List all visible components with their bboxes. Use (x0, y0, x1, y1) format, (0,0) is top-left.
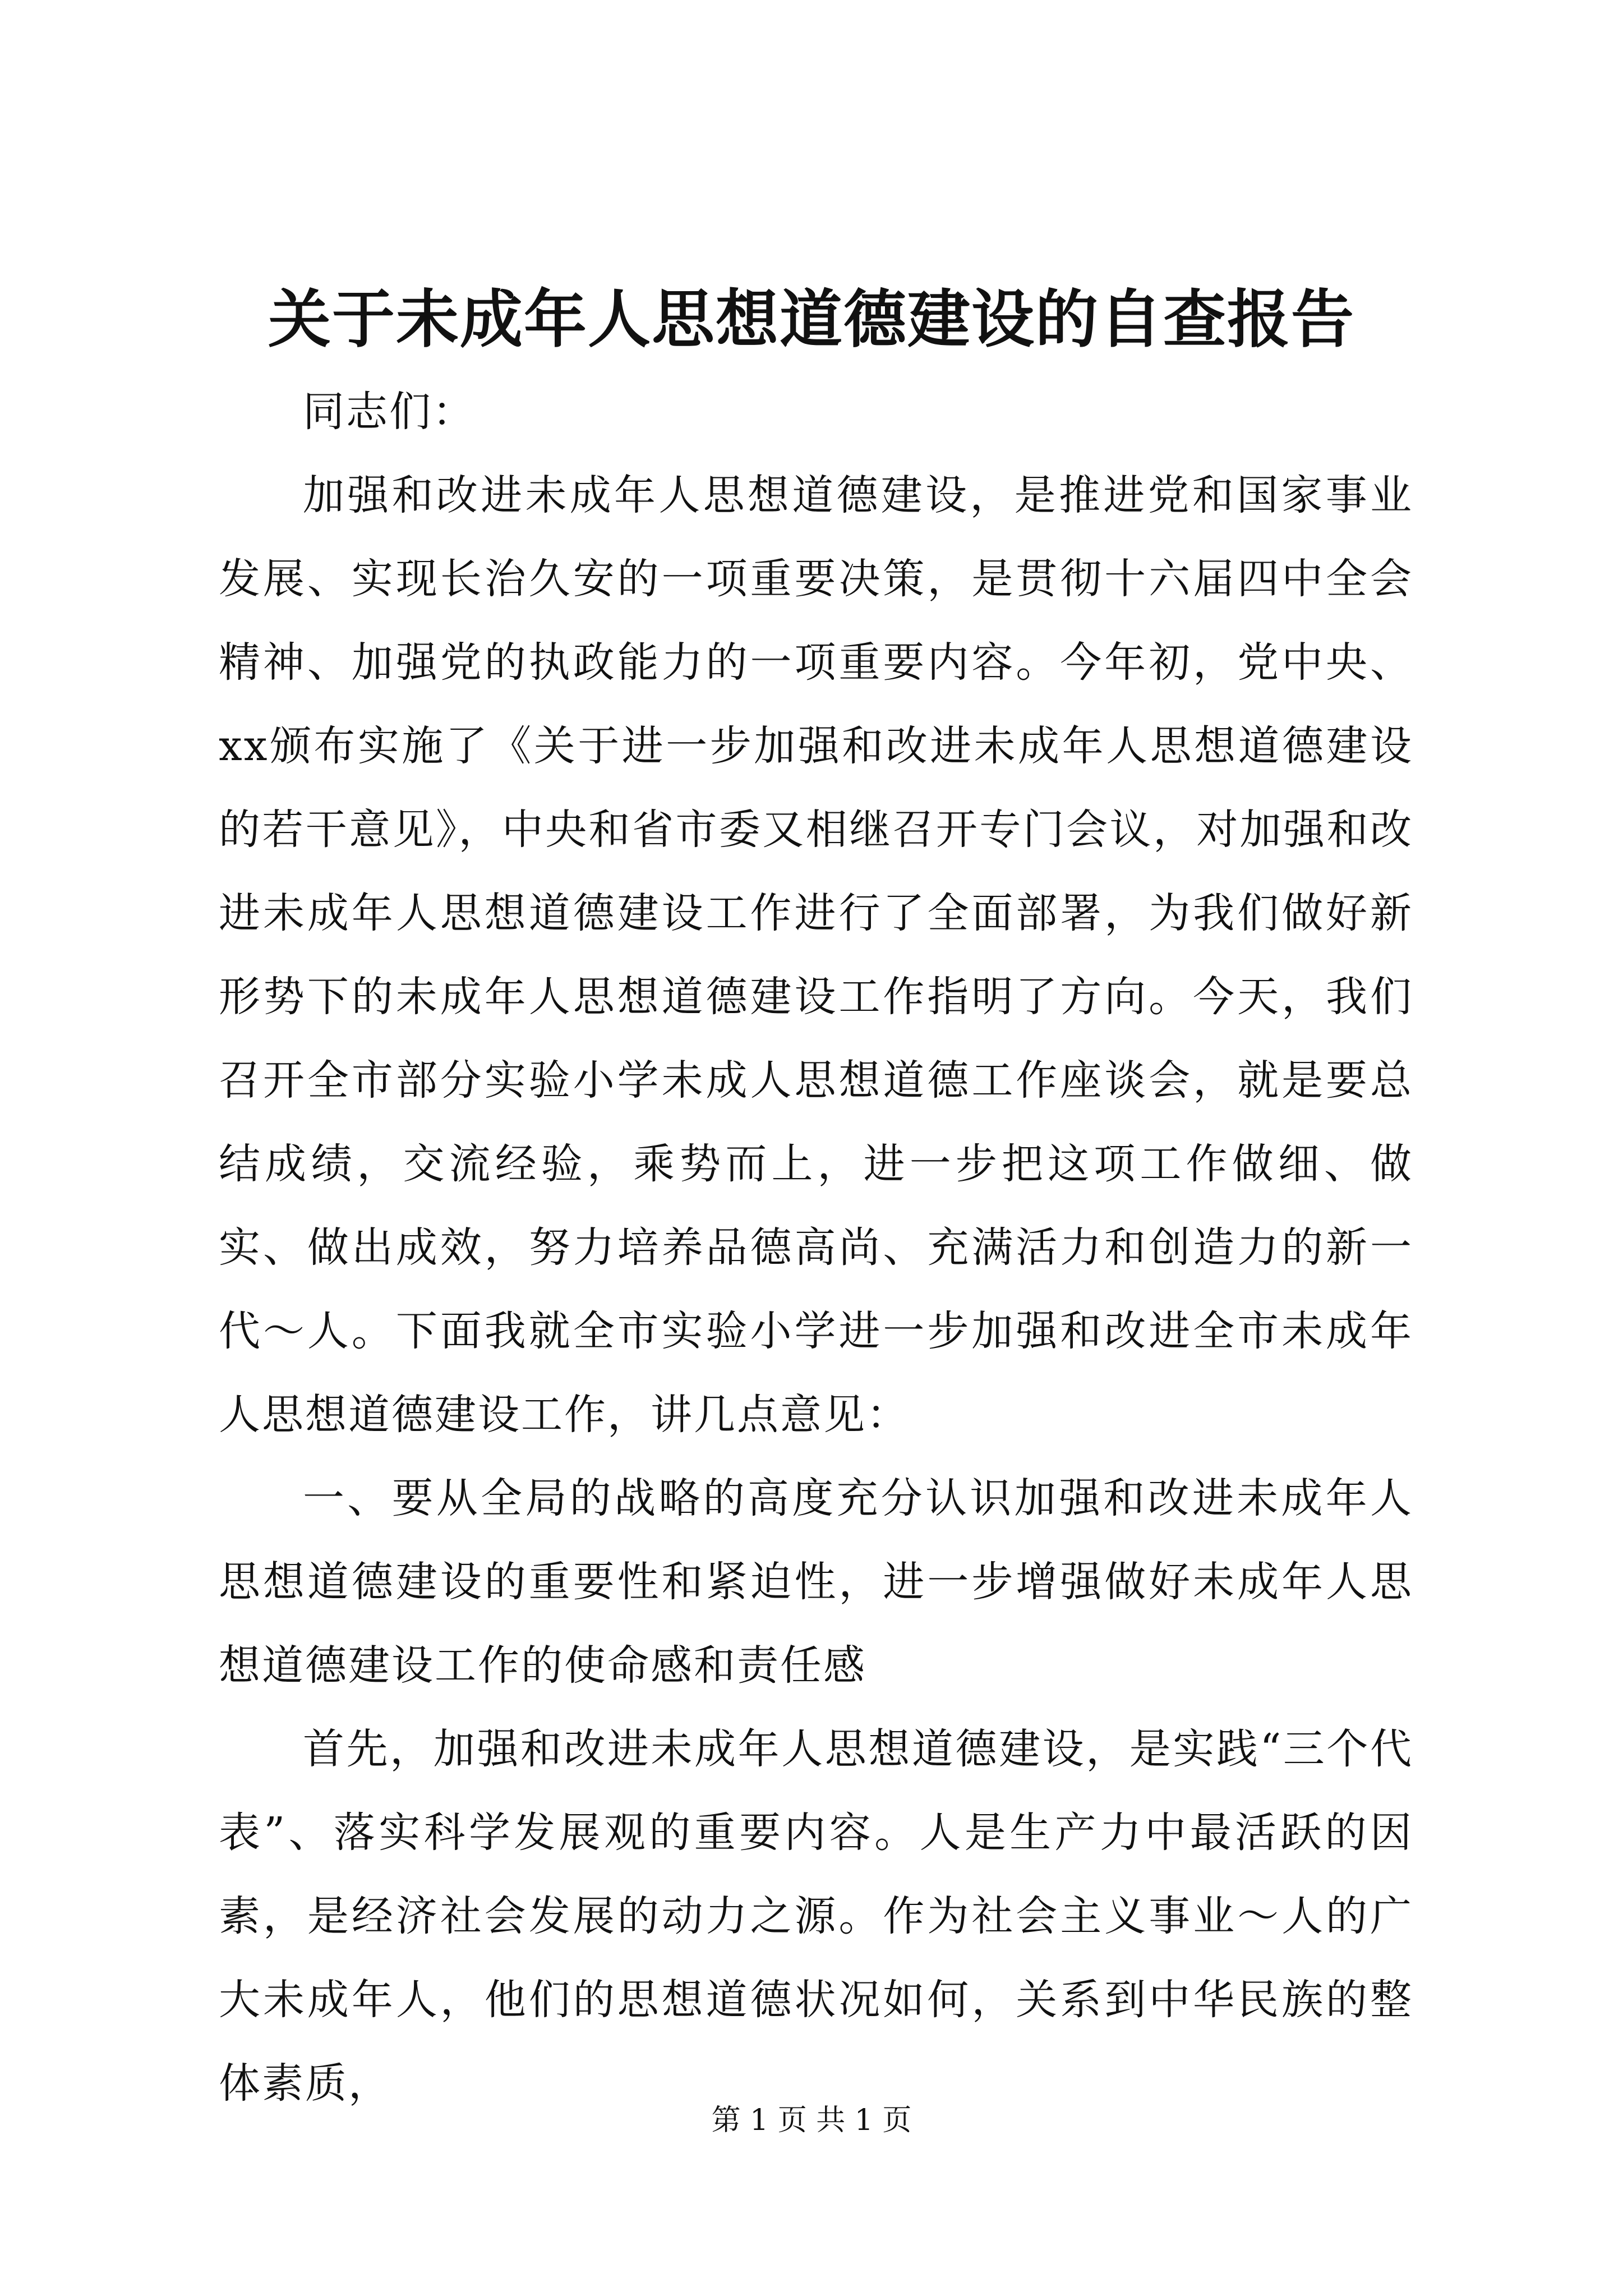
page-footer: 第 1 页 共 1 页 (711, 2104, 912, 2137)
salutation-paragraph: 同志们： (303, 388, 476, 436)
document-title: 关于未成年人思想道德建设的自查报告 (268, 283, 1355, 356)
first-point-paragraph: 首先，加强和改进未成年人思想道德建设，是实践“三个代表”、落实科学发展观的重要内容。人是生产力中最活跃的因素，是经济社会发展的动力之源。作为社会主义事业～人的广大未成年人，他们的思想道德状况如何，关系到中华民族的整体素质， (219, 1725, 1413, 2108)
intro-paragraph: 加强和改进未成年人思想道德建设，是推进党和国家事业发展、实现长治久安的一项重要决策，是贯彻十六届四中全会精神、加强党的执政能力的一项重要内容。今年初，党中央、xx颁布实施了《关于进一步加强和改进未成年人思想道德建设的若干意见》，中央和省市委又相继召开专门会议，对加强和改进未成年人思想道德建设工作进行了全面部署，为我们做好新形势下的未成年人思想道德建设工作指明了方向。今天，我们召开全市部分实验小学未成人思想道德工作座谈会，就是要总结成绩，交流经验，乘势而上，进一步把这项工作做细、做实、做出成效，努力培养品德高尚、充满活力和创造力的新一代～人。下面我就全市实验小学进一步加强和改进全市未成年人思想道德建设工作，讲几点意见： (219, 471, 1413, 1439)
section-heading-paragraph: 一、要从全局的战略的高度充分认识加强和改进未成年人思想道德建设的重要性和紧迫性，进一步增强做好未成年人思想道德建设工作的使命感和责任感 (219, 1474, 1413, 1690)
document-body (219, 370, 1413, 2125)
